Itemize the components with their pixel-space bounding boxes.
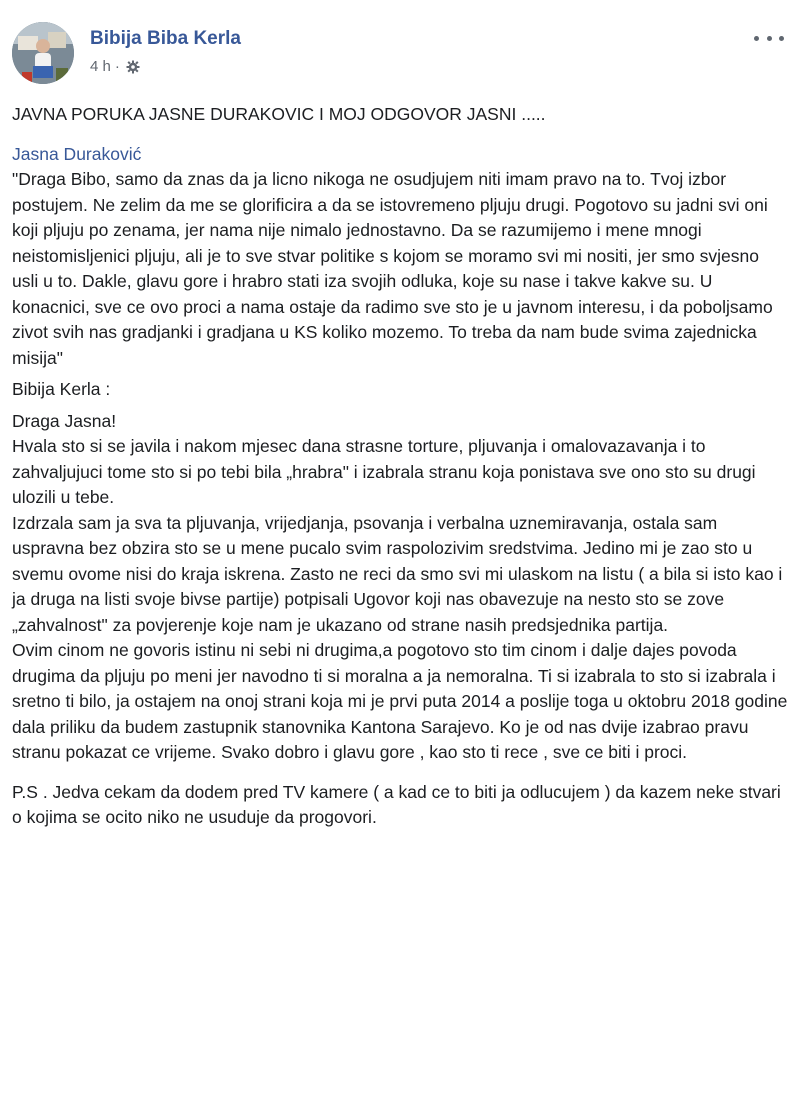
more-options-icon[interactable] xyxy=(754,32,784,44)
post-meta xyxy=(90,58,140,75)
author-avatar[interactable] xyxy=(12,22,74,84)
meta-separator: · xyxy=(114,58,120,75)
reply-label: Bibija Kerla : xyxy=(12,379,111,399)
reply-paragraph-2: Izdrzala sam ja sva ta pljuvanja, vrijedjanja, psovanja i verbalna uznemiravanja, ostala sam uspravna bez obzira sto se u mene pucalo svim raspolozivim sredstvima. Jedino mi je zao sto u svemu ovome nisi do kraja iskrena. Zasto ne reci da smo svi mi ulaskom na listu ( a bila si isto kao i ja druga na listi svoje bivse partije) potpisali Ugovor koji nas obavezuje na nesto sto se zove „zahvalnost" za povjerenje koje nam je ukazano od strane nasih predsjednika partija. xyxy=(12,512,783,635)
quoted-message: "Draga Bibo, samo da znas da ja licno nikoga ne osudjujem niti imam pravo na to. Tvoj izbor postujem. Ne zelim da me se glorificira a da se istovremeno pljuju drugi. Pogotovo su jadni svi oni koji pljuju po zenama, jer nama nije nimalo jednostavno. Da se razumijemo i mene mnogi neistomisljenici pljuju, ali je to sve stvar politike s kojom se moramo svi mi nositi, jer smo svjesno usli u to. Dakle, glavu gore i hrabro stati iza svojih odluka, koje su nase i takve kakve su. U konacnici, sve ce ovo proci a nama ostaje da radimo sve sto je u javnom interesu, i da poboljsamo zivot svih nas gradjanki i gradjana u KS koliko mozemo. To treba da nam bude svima zajednicka misija" xyxy=(12,169,773,368)
post-headline: JAVNA PORUKA JASNE DURAKOVIC I MOJ ODGOVOR JASNI ..... xyxy=(12,104,546,124)
reply-paragraph-3: Ovim cinom ne govoris istinu ni sebi ni drugima,a pogotovo sto tim cinom i dalje dajes povoda drugima da pljuju po meni jer navodno ti si moralna a ja nemoralna. Ti si izabrala to sto si izabrala i sretno ti bilo, ja ostajem na onoj strani koja mi je prvi puta 2014 a poslije toga u oktobru 2018 godine dala priliku da budem zastupnik stanovnika Kantona Sarajevo. Ko je od nas dvije izabrao pravu stranu pokazat ce vrijeme. Svako dobro i glavu gore , kao sto ti rece , sve ce biti i proci. xyxy=(12,640,788,762)
reply-greeting: Draga Jasna! xyxy=(12,410,117,431)
quoted-author-link[interactable]: Jasna Duraković xyxy=(12,143,142,164)
post-timestamp[interactable]: 4 h xyxy=(90,58,111,75)
reply-paragraph-1: Hvala sto si se javila i nakom mjesec dana strasne torture, pljuvanja i omalovazavanja i to zahvaljujuci tome sto si po tebi bila „hrabra" i izabrala stranu koja ponistava sve ono sto su drugi ulozili u tebe. xyxy=(12,436,756,507)
author-name[interactable]: Bibija Biba Kerla xyxy=(90,28,241,49)
post-body xyxy=(12,102,788,831)
gear-icon[interactable] xyxy=(126,60,140,74)
reply-postscript: P.S . Jedva cekam da dodem pred TV kamere ( a kad ce to biti ja odlucujem ) da kazem neke stvari o kojima se ocito niko ne usuduje da progovori. xyxy=(12,781,781,827)
post-header xyxy=(12,22,788,92)
